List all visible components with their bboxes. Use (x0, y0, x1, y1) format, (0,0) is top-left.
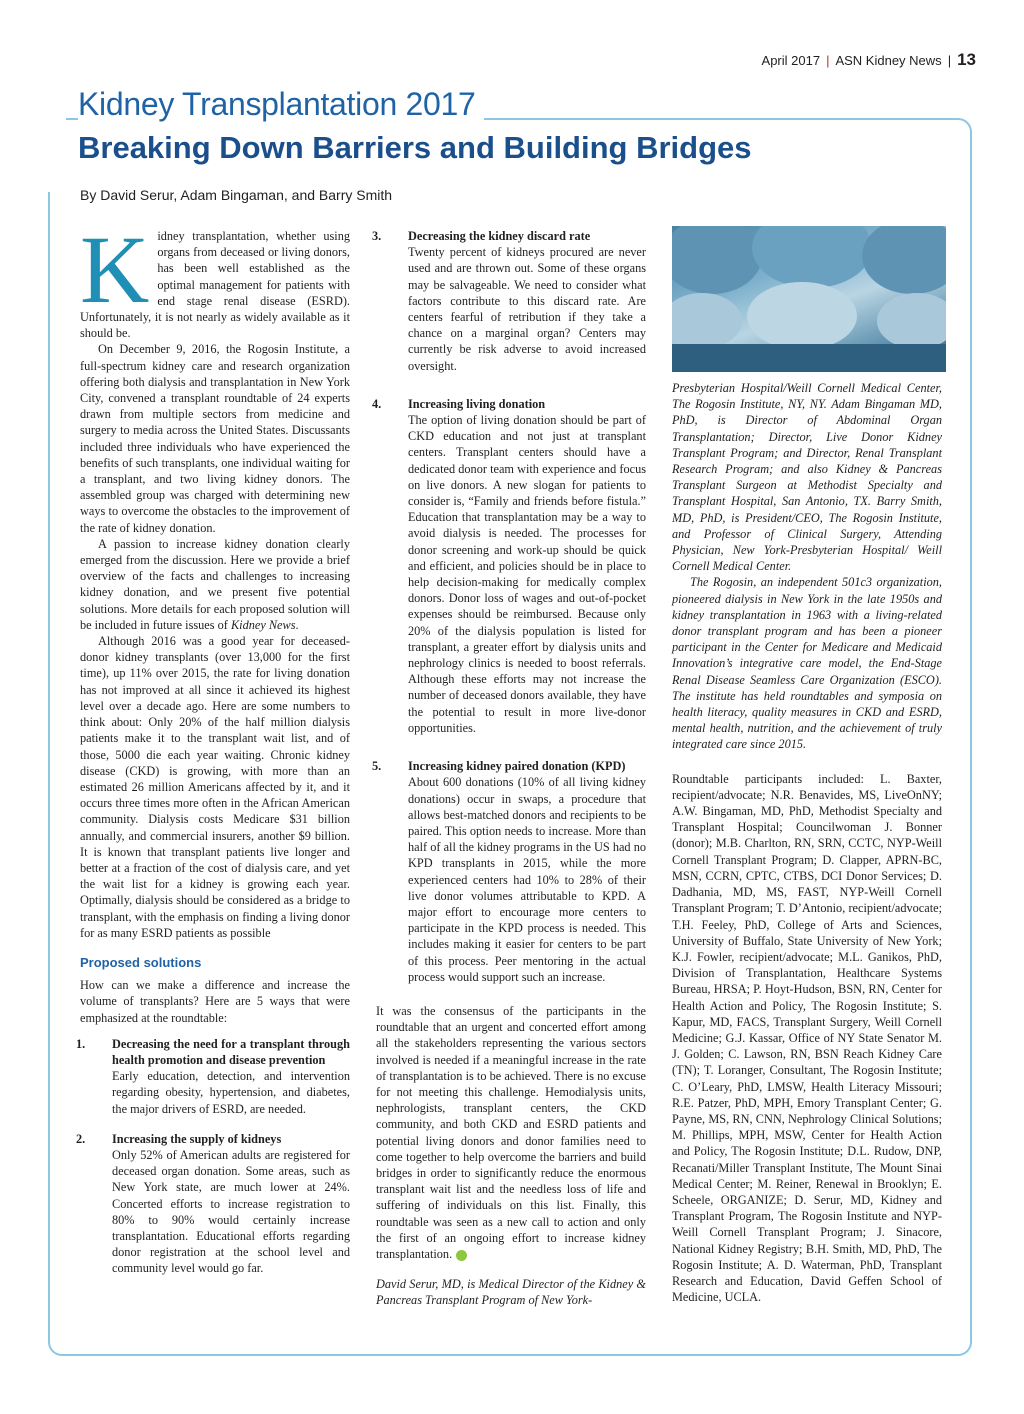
page-header (762, 50, 976, 70)
solution-item: 3. Decreasing the kidney discard rate Twenty percent of kidneys procured are never used and are thrown out. Some of these organs may be salvageable. We need to consider what factors contribute to this discard rate. Are centers fearful of retribution if they take a chance on a marginal organ? Centers may currently be risk adverse to avoid increased oversight. (372, 229, 646, 373)
page-number: 13 (957, 50, 976, 69)
issue-date: April 2017 (761, 52, 821, 68)
solution-item: 4. Increasing living donation The option of living donation should be part of CKD education and not just at transplant centers. Transplant centers should have a dedicated donor team with experience and focus on live donors. A new slogan for patients to consider is, “Family and friends before fistula.” Education that transplantation may be a way to avoid dialysis is needed. The processes for donor screening and work-up should be quick and efficient, and policies should be in place to help decision-making for medically complex donors. Donor loss of wages and out-of-pocket expenses should be reimbursed. Because only 20% of the dialysis population is listed for transplant, a greater effort by dialysis units and nephrology clinics is needed to boost referrals. Although these efforts may not increase the number of deceased donors available, they have the potential to result in more live-donor opportunities. (372, 396, 646, 735)
column-2 (372, 228, 646, 1309)
author-bio: Presbyterian Hospital/Weill Cornell Medical Center, The Rogosin Institute, NY, NY. Adam Bingaman MD, PhD, is Director of Abdominal Organ Transplantation; Director, Live Donor Kidney Transplant Program; and Director, Renal Transplant Research Program; and also Kidney & Pancreas Transplant Surgeon at Methodist Specialty and Transplant Hospital, San Antonio, TX. Barry Smith, MD, PhD, is President/CEO, The Rogosin Institute, and Professor of Clinical Surgery, Attending Physician, New York-Presbyterian Hospital/ Weill Cornell Medical Center. (672, 381, 942, 574)
column-1 (76, 216, 350, 1291)
drop-cap: K (80, 216, 150, 323)
paragraph: How can we make a difference and increase the volume of transplants? Here are 5 ways that were emphasized at the roundtable: (80, 978, 350, 1025)
publication-name: ASN Kidney News (835, 52, 942, 68)
paragraph: A passion to increase kidney donation clearly emerged from the discussion. Here we provide a brief overview of the facts and challenges to increasing kidney donation, and we present five potential solutions. More details for each proposed solution will be included in future issues of Kidney News. (80, 536, 350, 632)
solution-item: 2. Increasing the supply of kidneys Only 52% of American adults are registered for deceased organ donation. Some areas, such as New York state, are much lower at 24%. Concerted efforts to increase registration to 80% to 90% would certainly increase transplantation. Educational efforts regarding donor registration at the school level and community level would go far. (76, 1131, 350, 1276)
byline: By David Serur, Adam Bingaman, and Barry Smith (80, 187, 393, 203)
header-separator: | (826, 52, 830, 68)
column-3 (672, 380, 942, 1305)
section-heading: Proposed solutions (80, 954, 202, 970)
participants-list: Roundtable participants included: L. Baxter, recipient/advocate; N.R. Benavides, MS, LiveOnNY; A.W. Bingaman, MD, PhD, Methodist Specialty and Transplant Hospital; Councilwoman J. Bonner (donor); M.B. Charlton, RN, SRN, CCTC, NYP-Weill Cornell Transplant Program; D. Clapper, APRN-BC, MSN, CCRN, CPTC, CTBS, DCI Donor Services; D. Dadhania, MD, MS, FAST, NYP-Weill Cornell Transplant Program; T. D’Antonio, recipient/advocate; T.H. Feeley, PhD, College of Arts and Sciences, University of Buffalo, State University of New York; K.J. Fowler, recipient/advocate; M.L. Ganikos, PhD, Division of Transplantation, Healthcare Systems Bureau, HRSA; P. Hoyt-Hudson, BSN, RN, Center for Health Action and Policy, The Rogosin Institute; S. Kapur, MD, FACS, Transplant Surgery, Weill Cornell Medicine; G.J. Kassar, Office of NY State Senator M. J. Golden; C. Lawson, RN, BSN Reach Kidney Care (TN); T. Loranger, Consultant, The Rogosin Institute; C. O’Leary, PhD, LMSW, Health Literacy Missouri; R.E. Patzer, PhD, MPH, Emory Transplant Center; G. Payne, MS, RN, CNN, Nephrology Clinical Solutions; M. Phillips, MPH, MSW, Center for Health Action and Policy, The Rogosin Institute; D.L. Rudow, DNP, Recanati/Miller Transplant Institute, The Mount Sinai Medical Center; M. Reiner, Renewal in Brooklyn; E. Scheele, ORGANIZE; D. Serur, MD, Kidney and Transplant Program, The Rogosin Institute and NYP-Weill Cornell Transplant Program; J. Sinacore, National Kidney Registry; B.H. Smith, MD, PhD, The Rogosin Institute; A. D. Waterman, PhD, Transplant Research and Education, David Geffen School of Medicine, UCLA. (672, 771, 942, 1305)
paragraph: Although 2016 was a good year for deceased-donor kidney transplants (over 13,000 for the first time), up 11% over 2015, the rate for living donation has not improved at all since it achieved its highest level over a decade ago. Here are some numbers to think about: Only 20% of the half million dialysis patients make it to the transplant wait list, and of those, 5000 die each year waiting. Chronic kidney disease (CKD) is growing, with more than an estimated 26 million Americans affected by it, and it occurs three times more often in the African American community. Dialysis costs Medicare $31 billion annually, and commercial insurers, another $9 billion. It is known that transplant patients live longer and better at a fraction of the cost of dialysis care, and yet the wait list for a kidney is growing each year. Optimally, dialysis should be considered as a bridge to transplant, with the emphasis on finding a living donor for as many ESRD patients as possible (80, 634, 350, 940)
solution-item: 1. Decreasing the need for a transplant through health promotion and disease prevention Early education, detection, and intervention regarding obesity, hypertension, and diabetes, the major drivers of ESRD, are needed. (76, 1036, 350, 1116)
surgeons-illustration (672, 226, 946, 372)
institute-description: The Rogosin, an independent 501c3 organization, pioneered dialysis in New York in the late 1950s and kidney transplantation in 1963 with a living-related donor transplant program and has been a pioneer participant in the Center for Medicare and Medicaid Innovation’s integrative care model, the End-Stage Renal Disease Seamless Care Organization (ESCO). The institute has held roundtables and symposia on health literacy, quality measures in CKD and ESRD, mental health, nutrition, and the achievement of truly integrated care since 2015. (672, 575, 942, 752)
author-bio: David Serur, MD, is Medical Director of the Kidney & Pancreas Transplant Program of New York- (376, 1277, 646, 1308)
surgeons-photo (672, 226, 946, 372)
article-subtitle: Breaking Down Barriers and Building Bridges (78, 130, 760, 166)
end-of-article-icon (456, 1250, 467, 1261)
header-separator: | (947, 52, 952, 68)
paragraph: On December 9, 2016, the Rogosin Institute, a full-spectrum kidney care and research organization offering both dialysis and transplantation in New York City, convened a transplant roundtable of 24 experts drawn from multiple sectors from medicine and surgery to media across the United States. Discussants included three individuals who have experienced the benefits of such transplants, one individual waiting for a transplant, and two living kidney donors. The assembled group was charged with determining new ways to overcome the obstacles to the improvement of the rate of kidney donation. (80, 342, 350, 535)
intro-paragraph: Kidney transplantation, whether using organs from deceased or living donors, has been well established as the optimal management for patients with end stage renal disease (ESRD). Unfortunately, it is not nearly as widely available as it should be. (80, 216, 350, 341)
paragraph: It was the consensus of the participants in the roundtable that an urgent and concerted effort among all the stakeholders representing the various sectors involved is needed if a meaningful increase in the rate of transplantation is to be achieved. There is no excuse for not meeting this challenge. Hemodialysis units, nephrologists, transplant centers, the CKD community, and both CKD and ESRD patients and potential living donors and donor families need to come together to help overcome the barriers and build bridges in order to significantly reduce the enormous transplant wait list and the needless loss of life and suffering of individuals on this list. Finally, this roundtable was seen as a new call to action and only the first of an ongoing effort to increase kidney transplantation. (376, 1003, 646, 1261)
solution-item: 5. Increasing kidney paired donation (KPD) About 600 donations (10% of all living kidney donations) occur in swaps, a procedure that allows best-matched donors and recipients to be paired. This option needs to increase. More than half of all the kidney programs in the US had no KPD transplants in 2015, while the more experienced centers had 10% to 28% of their live donor volumes attributable to KPD. A major effort to encourage more centers to participate in the KPD process is needed. This includes making it easier for centers to be part of this process. Peer mentoring in the actual process would support such an increase. (372, 759, 646, 984)
article-title: Kidney Transplantation 2017 (78, 86, 484, 123)
